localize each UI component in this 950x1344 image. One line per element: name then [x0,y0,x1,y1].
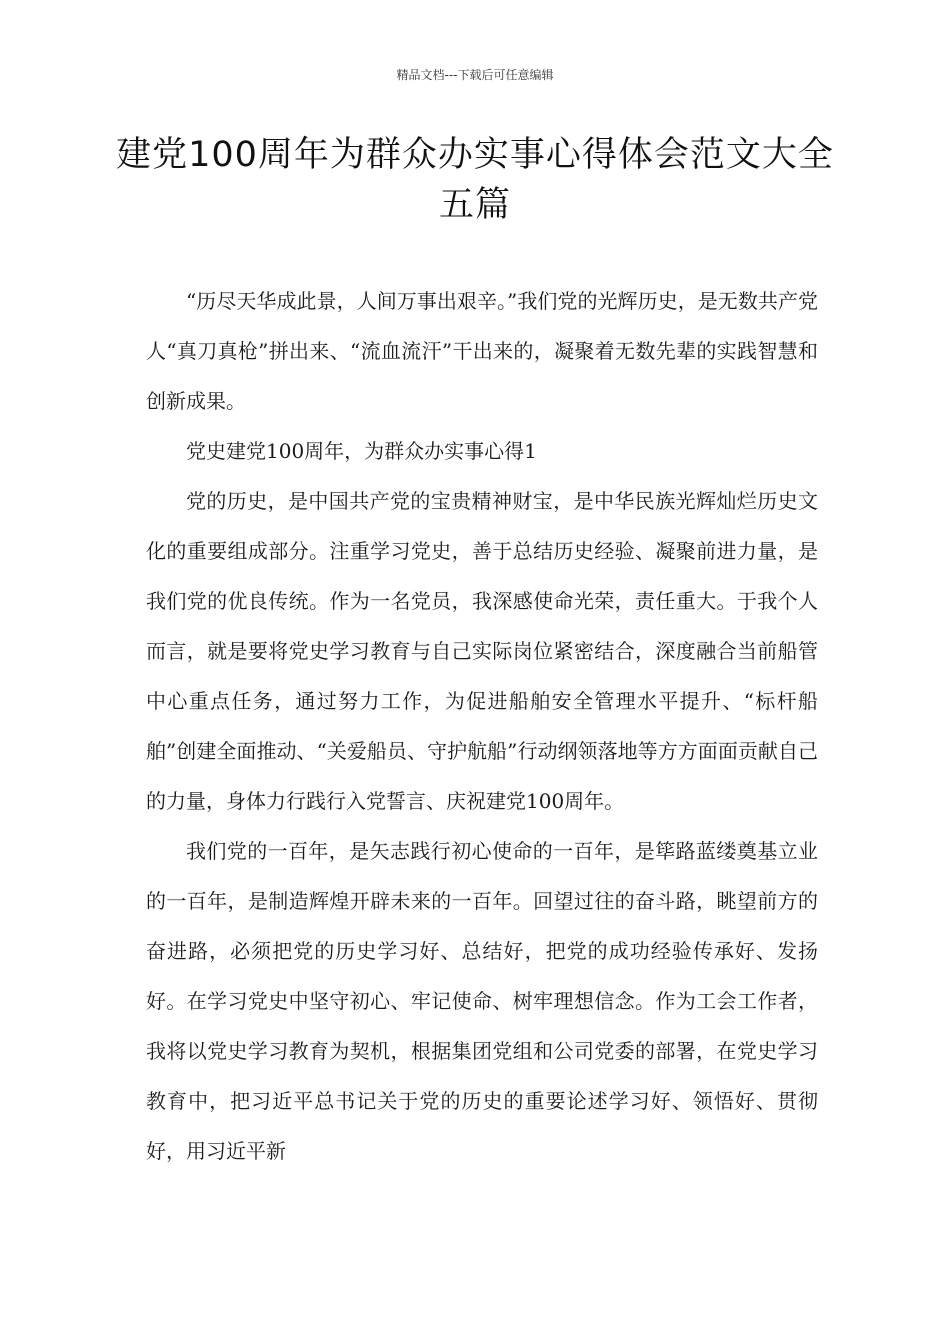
document-title: 建党100周年为群众办实事心得体会范文大全五篇 [116,135,834,225]
paragraph: 党的历史，是中国共产党的宝贵精神财宝，是中华民族光辉灿烂历史文化的重要组成部分。注重学习党史，善于总结历史经验、凝聚前进力量，是我们党的优良传统。作为一名党员，我深感使命光荣，责任重大。于我个人而言，就是要将党史学习教育与自己实际岗位紧密结合，深度融合当前船管中心重点任务，通过努力工作，为促进船舶安全管理水平提升、“标杆船舶”创建全面推动、“关爱船员、守护航船”行动纲领落地等方方面面贡献自己的力量，身体力行践行入党誓言、庆祝建党100周年。 [146,489,818,813]
document-body [146,276,818,1176]
section-heading: 党史建党100周年，为群众办实事心得1 [186,439,537,463]
header-note: 精品文档---下载后可任意编辑 [396,68,554,82]
paragraph: 我们党的一百年，是矢志践行初心使命的一百年，是筚路蓝缕奠基立业的一百年，是制造辉煌开辟未来的一百年。回望过往的奋斗路，眺望前方的奋进路，必须把党的历史学习好、总结好，把党的成功经验传承好、发扬好。在学习党史中坚守初心、牢记使命、树牢理想信念。作为工会工作者，我将以党史学习教育为契机，根据集团党组和公司党委的部署，在党史学习教育中，把习近平总书记关于党的历史的重要论述学习好、领悟好、贯彻好，用习近平新 [146,839,818,1163]
paragraph-intro: “历尽天华成此景，人间万事出艰辛。”我们党的光辉历史，是无数共产党人“真刀真枪”拼出来、“流血流汗”干出来的，凝聚着无数先辈的实践智慧和创新成果。 [146,289,818,413]
